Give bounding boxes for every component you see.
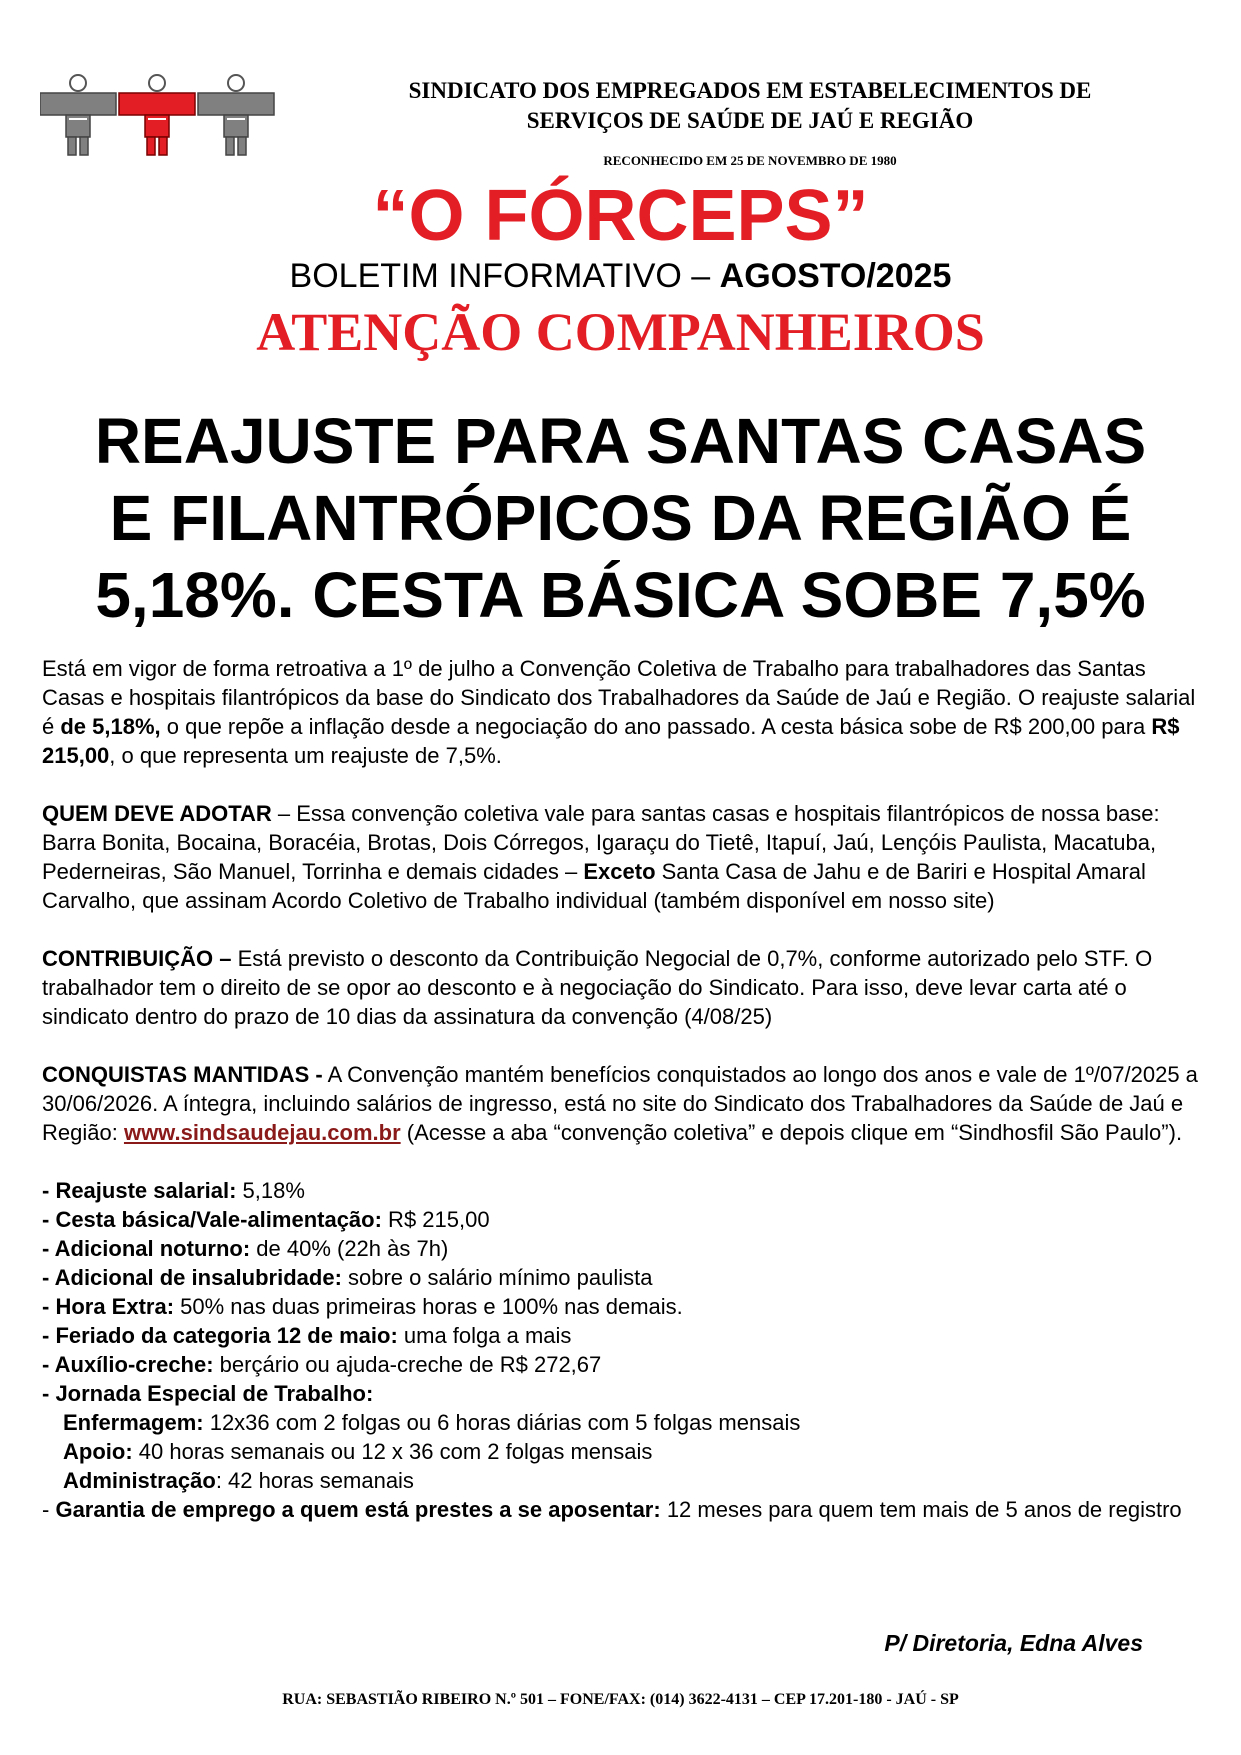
quem-bold: Exceto (583, 859, 656, 884)
benefit-item: - Adicional noturno: de 40% (22h às 7h) (42, 1236, 449, 1261)
bulletin-subtitle (0, 256, 1241, 296)
quem-text-1: – Essa convenção coletiva vale para santas casas e hospitais filantrópicos de nossa base: Barra Bonita, Bocaina, Boracéia, Brotas, Dois Córregos, Igaraçu do Tietê, Itapuí, Jaú, Lençóis Paulista, Macatuba, Pederneiras, São Manuel, Torrinha e demais cidades – (42, 801, 1160, 884)
conquistas-paragraph (42, 1060, 1212, 1147)
quem-label: QUEM DEVE ADOTAR (42, 801, 278, 826)
contribuicao-text: Está previsto o desconto da Contribuição Negocial de 0,7%, conforme autorizado pelo STF. O trabalhador tem o direito de se opor ao desconto e à negociação do Sindicato. Para isso, deve levar carta até o sindicato dentro do prazo de 10 dias da assinatura da convenção (4/08/25) (42, 946, 1153, 1029)
intro-text-1: Está em vigor de forma retroativa a 1º de julho a Convenção Coletiva de Trabalho para trabalhadores das Santas Casas e hospitais filantrópicos da base do Sindicato dos Trabalhadores da Saúde de Jaú e Região. O reajuste salarial é (42, 656, 1196, 739)
intro-bold-2: R$ 215,00 (42, 714, 1180, 768)
conquistas-text-2: (Acesse a aba “convenção coletiva” e depois clique em “Sindhosfil São Paulo”). (400, 1120, 1183, 1145)
jornada-item: Apoio: 40 horas semanais ou 12 x 36 com 2 folgas mensais (63, 1439, 653, 1464)
article-body (42, 654, 1212, 1524)
signature: P/ Diretoria, Edna Alves (884, 1630, 1143, 1656)
jornada-item: Enfermagem: 12x36 com 2 folgas ou 6 horas diárias com 5 folgas mensais (63, 1410, 801, 1435)
main-headline (0, 403, 1241, 634)
intro-text-2: o que repõe a inflação desde a negociação do ano passado. A cesta básica sobe de R$ 200,00 para (160, 714, 1152, 739)
benefit-item: - Hora Extra: 50% nas duas primeiras horas e 100% nas demais. (42, 1294, 683, 1319)
garantia-item: - Garantia de emprego a quem está prestes a se aposentar: 12 meses para quem tem mais de 5 anos de registro (42, 1497, 1182, 1522)
org-line-2: SERVIÇOS DE SAÚDE DE JAÚ E REGIÃO (526, 108, 974, 133)
contribuicao-paragraph (42, 944, 1212, 1031)
benefit-item: - Reajuste salarial: 5,18% (42, 1178, 305, 1203)
conquistas-text-1: A Convenção mantém benefícios conquistados ao longo dos anos e vale de 1º/07/2025 a 30/06/2026. A íntegra, incluindo salários de ingresso, está no site do Sindicato dos Trabalhadores da Saúde de Jaú e Região: (42, 1062, 1198, 1145)
benefit-item: - Feriado da categoria 12 de maio: uma folga a mais (42, 1323, 572, 1348)
bulletin-date: AGOSTO/2025 (719, 257, 952, 295)
logo-figure-left (40, 75, 116, 155)
organization-name (300, 76, 1200, 136)
recognition-date: RECONHECIDO EM 25 DE NOVEMBRO DE 1980 (603, 153, 897, 168)
site-link[interactable]: www.sindsaudejau.com.br (123, 1120, 401, 1145)
benefit-item: - Jornada Especial de Trabalho: (42, 1381, 374, 1406)
headline-line-1: REAJUSTE PARA SANTAS CASAS (94, 405, 1147, 477)
conquistas-label: CONQUISTAS MANTIDAS - (42, 1062, 323, 1087)
intro-text-3: , o que representa um reajuste de 7,5%. (109, 743, 502, 768)
contribuicao-label: CONTRIBUIÇÃO – (42, 946, 232, 971)
union-logo (40, 74, 275, 156)
benefit-item: - Auxílio-creche: berçário ou ajuda-creche de R$ 272,67 (42, 1352, 602, 1377)
bulletin-prefix: BOLETIM INFORMATIVO – (289, 257, 720, 295)
headline-line-3: 5,18%. CESTA BÁSICA SOBE 7,5% (95, 559, 1146, 631)
benefit-item: - Cesta básica/Vale-alimentação: R$ 215,00 (42, 1207, 490, 1232)
quem-paragraph (42, 799, 1212, 915)
benefit-item: - Adicional de insalubridade: sobre o salário mínimo paulista (42, 1265, 653, 1290)
benefits-list (42, 1176, 1212, 1524)
org-line-1: SINDICATO DOS EMPREGADOS EM ESTABELECIMENTOS DE (408, 78, 1092, 103)
headline-line-2: E FILANTRÓPICOS DA REGIÃO É (109, 482, 1132, 554)
intro-paragraph (42, 654, 1212, 770)
jornada-item: Administração: 42 horas semanais (63, 1468, 414, 1493)
quem-text-2: Santa Casa de Jahu e de Bariri e Hospital Amaral Carvalho, que assinam Acordo Coletivo de Trabalho individual (também disponível em nosso site) (42, 859, 1146, 913)
intro-bold-1: de 5,18%, (60, 714, 161, 739)
footer-address: RUA: SEBASTIÃO RIBEIRO N.º 501 – FONE/FAX: (014) 3622-4131 – CEP 17.201-180 - JAÚ - SP (282, 1691, 959, 1708)
logo-figure-right (198, 75, 274, 155)
logo-figure-center (119, 75, 195, 155)
bulletin-title: “O FÓRCEPS” (372, 176, 869, 256)
attention-heading: ATENÇÃO COMPANHEIROS (256, 302, 985, 362)
